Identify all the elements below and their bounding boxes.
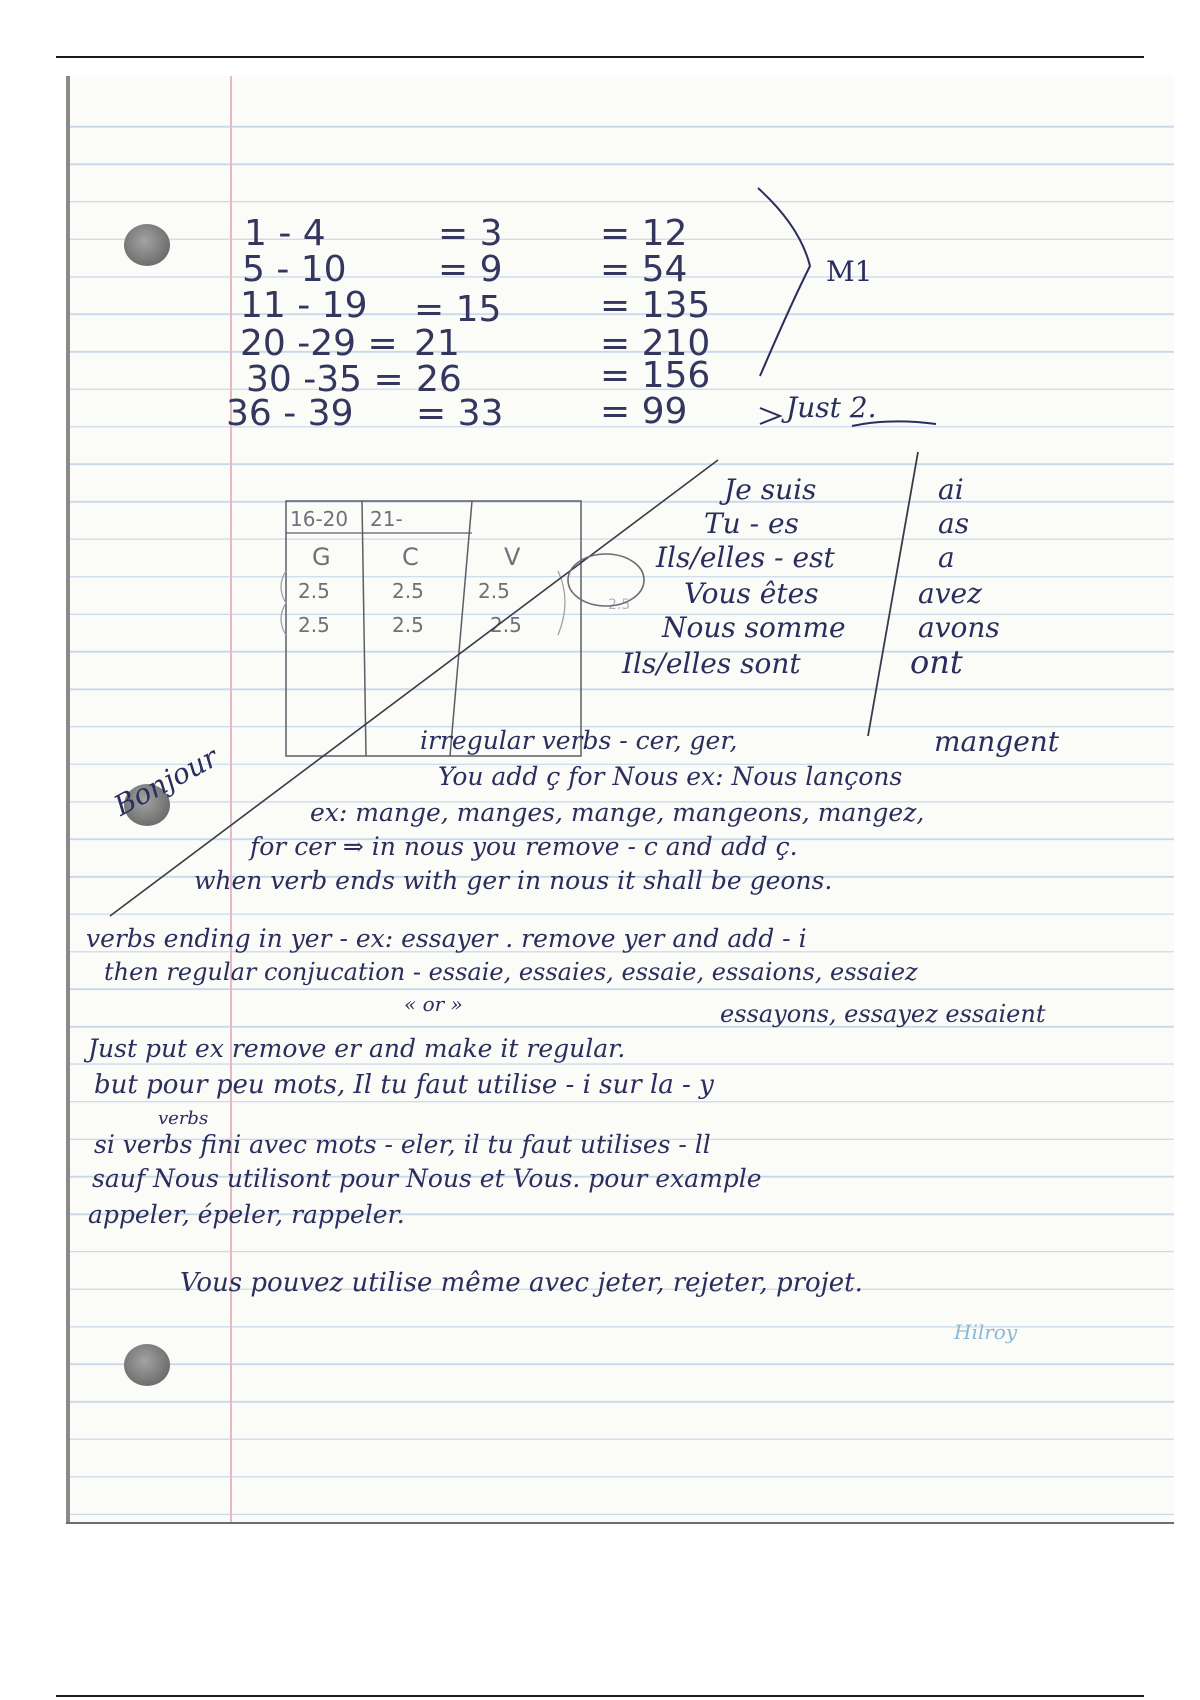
math-mid: = 33 bbox=[416, 393, 504, 434]
note-line: appeler, épeler, rappeler. bbox=[88, 1200, 405, 1229]
math-total: = 54 bbox=[600, 249, 688, 290]
math-mid: = 15 bbox=[414, 289, 502, 330]
top-rule bbox=[56, 56, 1144, 58]
bonjour-note: Bonjour bbox=[108, 740, 224, 823]
math-range: 5 - 10 bbox=[242, 249, 347, 290]
math-total: = 135 bbox=[600, 285, 711, 326]
etre-line: Ils/elles - est bbox=[656, 541, 835, 574]
etre-line: Ils/elles sont bbox=[622, 647, 801, 680]
math-total: = 156 bbox=[600, 355, 711, 396]
math-total: = 99 bbox=[600, 391, 688, 432]
etre-line: Vous êtes bbox=[684, 577, 819, 610]
avoir-line: a bbox=[938, 541, 955, 574]
table-cell: 2.5 bbox=[298, 579, 330, 603]
etre-line: Nous somme bbox=[662, 611, 846, 644]
brace-label: M1 bbox=[826, 255, 873, 288]
note-line: si verbs fini avec mots - eler, il tu faut utilises - ll bbox=[94, 1130, 711, 1159]
note-line: essayons, essayez essaient bbox=[720, 1000, 1046, 1028]
avoir-line: as bbox=[938, 507, 970, 540]
etre-line: Tu - es bbox=[704, 507, 799, 540]
table-cell: 2.5 bbox=[298, 613, 330, 637]
math-mid: 21 bbox=[414, 323, 460, 364]
math-range: 30 -35 = bbox=[246, 359, 404, 400]
note-line: irregular verbs - cer, ger, bbox=[420, 726, 738, 755]
just-label: Just 2. bbox=[786, 391, 877, 424]
math-mid: = 9 bbox=[438, 249, 503, 290]
brand-signature: Hilroy bbox=[954, 1320, 1018, 1344]
note-line: ex: mange, manges, mange, mangeons, mangez, bbox=[310, 798, 925, 827]
note-line: Just put ex remove er and make it regular. bbox=[88, 1034, 626, 1063]
math-range: 36 - 39 bbox=[226, 393, 354, 434]
note-line: for cer ⇒ in nous you remove - c and add ç. bbox=[250, 832, 798, 861]
circled-value: 2.5 bbox=[608, 597, 631, 613]
table-cell: 2.5 bbox=[478, 579, 510, 603]
bottom-rule bbox=[56, 1695, 1144, 1697]
note-line: « or » bbox=[404, 992, 463, 1016]
note-line: You add ç for Nous ex: Nous lançons bbox=[438, 762, 903, 791]
table-letter: V bbox=[504, 543, 521, 571]
table-cell: 2.5 bbox=[490, 613, 522, 637]
avoir-line: ont bbox=[910, 643, 963, 681]
note-line: sauf Nous utilisont pour Nous et Vous. pour example bbox=[92, 1164, 762, 1193]
note-line: but pour peu mots, Il tu faut utilise - i sur la - y bbox=[94, 1070, 714, 1100]
avoir-line: avez bbox=[918, 577, 982, 610]
math-mid: = 3 bbox=[438, 213, 503, 254]
table-letter: G bbox=[312, 543, 331, 571]
math-range: 20 -29 = bbox=[240, 323, 398, 364]
table-header: 16-20 bbox=[290, 507, 349, 531]
note-line: Vous pouvez utilise même avec jeter, rejeter, projet. bbox=[180, 1268, 863, 1298]
math-range: 1 - 4 bbox=[244, 213, 326, 254]
math-total: = 12 bbox=[600, 213, 688, 254]
etre-line: Je suis bbox=[724, 473, 817, 506]
avoir-line: avons bbox=[918, 611, 1000, 644]
note-line: then regular conjucation - essaie, essaies, essaie, essaions, essaiez bbox=[104, 958, 918, 986]
math-total: = 210 bbox=[600, 323, 711, 364]
table-cell: 2.5 bbox=[392, 613, 424, 637]
note-line: when verb ends with ger in nous it shall be geons. bbox=[194, 866, 833, 895]
mangent-note: mangent bbox=[934, 725, 1060, 758]
table-letter: C bbox=[402, 543, 419, 571]
avoir-line: ai bbox=[938, 473, 964, 506]
math-mid: 26 bbox=[416, 359, 462, 400]
notebook-page bbox=[66, 76, 1174, 1522]
verbs-insert: verbs bbox=[158, 1108, 209, 1129]
table-header: 21- bbox=[370, 507, 403, 531]
math-range: 11 - 19 bbox=[240, 285, 368, 326]
note-line: verbs ending in yer - ex: essayer . remove yer and add - i bbox=[86, 924, 807, 953]
table-cell: 2.5 bbox=[392, 579, 424, 603]
